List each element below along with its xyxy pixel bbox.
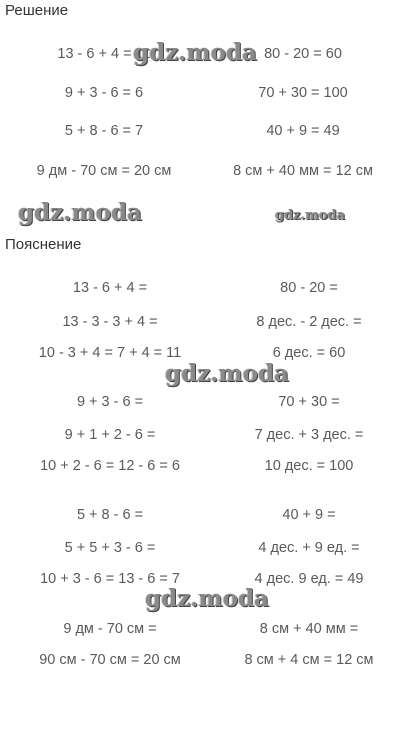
explanation-g1-left-2: 13 - 3 - 3 + 4 = [62,314,158,330]
watermark: gdz.moda [274,208,346,223]
solution-right-4: 8 см + 40 мм = 12 см [233,163,373,179]
explanation-heading: Пояснение [5,236,82,253]
solution-left-2: 9 + 3 - 6 = 6 [64,85,144,101]
explanation-g4-right-2: 8 см + 4 см = 12 см [244,652,374,668]
explanation-g2-right-2: 7 дес. + 3 дес. = [254,427,364,443]
explanation-g2-right-1: 70 + 30 = [278,394,340,410]
explanation-g2-left-1: 9 + 3 - 6 = [76,394,144,410]
watermark: gdz.moda [165,360,289,387]
explanation-g1-right-1: 80 - 20 = [280,280,338,296]
solution-heading: Решение [5,2,69,19]
explanation-g1-right-2: 8 дес. - 2 дес. = [256,314,362,330]
explanation-g3-left-2: 5 + 5 + 3 - 6 = [64,540,156,556]
explanation-g2-right-3: 10 дес. = 100 [264,458,354,474]
watermark: gdz.moda [145,585,269,612]
explanation-g1-left-3: 10 - 3 + 4 = 7 + 4 = 11 [38,345,182,361]
watermark: gdz.moda [133,39,257,66]
explanation-g2-left-3: 10 + 2 - 6 = 12 - 6 = 6 [40,458,180,474]
solution-left-3: 5 + 8 - 6 = 7 [64,123,144,139]
solution-right-2: 70 + 30 = 100 [258,85,348,101]
solution-left-4: 9 дм - 70 см = 20 см [36,163,172,179]
explanation-g3-right-1: 40 + 9 = [282,507,336,523]
explanation-g4-left-2: 90 см - 70 см = 20 см [39,652,181,668]
solution-right-1: 80 - 20 = 60 [264,46,342,62]
explanation-g4-left-1: 9 дм - 70 см = [63,621,157,637]
explanation-g2-left-2: 9 + 1 + 2 - 6 = [64,427,156,443]
solution-left-1: 13 - 6 + 4 = 11 [57,46,151,62]
explanation-g1-right-3: 6 дес. = 60 [272,345,346,361]
solution-right-3: 40 + 9 = 49 [266,123,340,139]
explanation-g3-left-3: 10 + 3 - 6 = 13 - 6 = 7 [40,571,180,587]
explanation-g3-left-1: 5 + 8 - 6 = [76,507,144,523]
watermark: gdz.moda [18,199,142,226]
explanation-g1-left-1: 13 - 6 + 4 = [72,280,148,296]
explanation-g3-right-3: 4 дес. 9 ед. = 49 [254,571,364,587]
explanation-g3-right-2: 4 дес. + 9 ед. = [258,540,360,556]
explanation-g4-right-1: 8 см + 40 мм = [259,621,359,637]
